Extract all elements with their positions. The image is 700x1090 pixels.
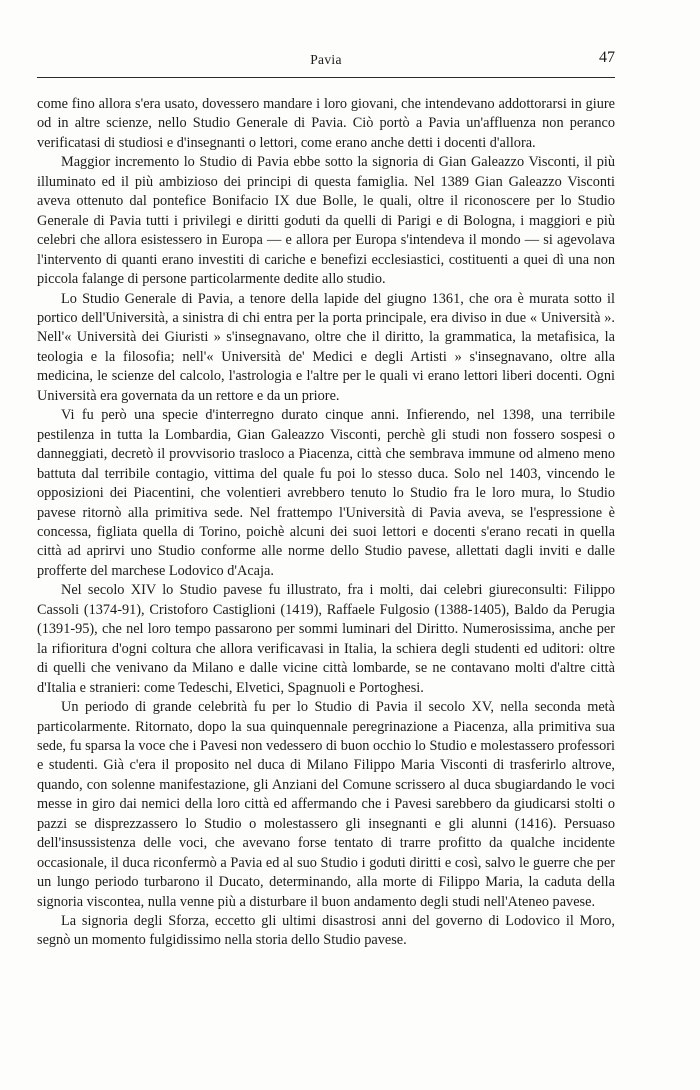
paragraph: come fino allora s'era usato, dovessero mandare i loro giovani, che intendevano addottorarsi in giure od in altre scienze, nello Studio Generale di Pavia. Ciò portò a Pavia un'affluenza non peranco verificatasi di studiosi e d'insegnanti o lettori, come erano anche detti i docenti d'allora. — [37, 96, 615, 151]
paragraph: Maggior incremento lo Studio di Pavia ebbe sotto la signoria di Gian Galeazzo Visconti, il più illuminato ed il più ambizioso dei principi di questa famiglia. Nel 1389 Gian Galeazzo Visconti aveva ottenuto dal pontefice Bonifacio IX due Bolle, le quali, oltre il riconoscere per lo Studio Generale di Pavia tutti i privilegi e diritti goduti da quelli di Parigi e di Bologna, i maggiori e più celebri che allora esistessero in Europa — e allora per Europa s'intendeva il mondo — si agevolava l'intervento di quanti erano investiti di cariche e benefizi ecclesiastici, costituenti a quei dì una non piccola falange di persone particolarmente dedite allo studio. — [37, 154, 615, 288]
paragraph: Vi fu però una specie d'interregno durato cinque anni. Infierendo, nel 1398, una terribile pestilenza in tutta la Lombardia, Gian Galeazzo Visconti, perchè gli studi non fossero sospesi o danneggiati, decretò il provvisorio trasloco a Piacenza, città che sembrava immune od almeno meno battuta dal terribile contagio, vittima del quale fu poi lo stesso duca. Solo nel 1403, vincendo le opposizioni dei Piacentini, che volentieri avrebbero tenuto lo Studio fra le loro mura, lo Studio pavese ritornò alla primitiva sede. Nel frattempo l'Università di Pavia aveva, se l'espressione è concessa, figliata quella di Torino, poichè alcuni dei suoi lettori e docenti s'erano recati in quella città ad aprirvi uno Studio conforme alle norme dello Studio pavese, allettati dagli inviti e dalle profferte del marchese Lodovico d'Acaja. — [37, 407, 615, 579]
body-text — [37, 95, 615, 951]
paragraph: Un periodo di grande celebrità fu per lo Studio di Pavia il secolo XV, nella seconda metà particolarmente. Ritornato, dopo la sua quinquennale peregrinazione a Piacenza, alla primitiva sua sede, fu sparsa la voce che i Pavesi non vedessero di buon occhio lo Studio e molestassero professori e studenti. Già c'era il proposito nel duca di Milano Filippo Maria Visconti di trasferirlo altrove, quando, con solenne manifestazione, gli Anziani del Comune scrissero al duca sbugiardando le voci messe in giro dai nemici della loro città ed affermando che i Pavesi sarebbero da giudicarsi stolti o pazzi se disprezzassero lo Studio o molestassero gli insegnanti e gli alunni (1416). Persuaso dell'insussistenza delle voci, che avevano forse tentato di trarre profitto da qualche incidente occasionale, il duca riconfermò a Pavia ed al suo Studio i goduti diritti e così, salvo le guerre che per un lungo periodo turbarono il Ducato, determinando, alla morte di Filippo Maria, la caduta della signoria viscontea, nulla venne più a disturbare il buon andamento degli studi nell'Ateneo pavese. — [37, 699, 615, 910]
header-rule — [37, 77, 615, 78]
paragraph: Lo Studio Generale di Pavia, a tenore della lapide del giugno 1361, che ora è murata sotto il portico dell'Università, a sinistra di chi entra per la porta principale, era diviso in due « Università ». Nell'« Università dei Giuristi » s'insegnavano, oltre che il diritto, la grammatica, la metafisica, la teologia e la filosofia; nell'« Università de' Medici e degli Artisti » s'insegnavano, oltre alla medicina, le scienze del calcolo, l'astrologia e l'altre per le quali vi erano lettori liberi docenti. Ogni Università era governata da un rettore e da un priore. — [37, 290, 615, 404]
running-title: Pavia — [310, 52, 342, 67]
paragraph: Nel secolo XIV lo Studio pavese fu illustrato, fra i molti, dai celebri giureconsulti: Filippo Cassoli (1374-91), Cristoforo Castiglioni (1419), Raffaele Fulgosio (1388-1405), Baldo da Perugia (1391-95), che nel loro tempo passarono per sommi luminari del Diritto. Numerosissima, anche per la rifioritura d'ogni coltura che allora verificavasi in Italia, la schiera degli studenti ed uditori: oltre di quelli che venivano da Milano e dalle vicine città lombarde, se ne contavano molti d'altre città d'Italia e stranieri: come Tedeschi, Elvetici, Spagnuoli e Portoghesi. — [37, 582, 615, 696]
running-head — [37, 48, 615, 72]
paragraph: La signoria degli Sforza, eccetto gli ultimi disastrosi anni del governo di Lodovico il Moro, segnò un momento fulgidissimo nella storia dello Studio pavese. — [37, 913, 615, 949]
page-number: 47 — [599, 49, 615, 66]
